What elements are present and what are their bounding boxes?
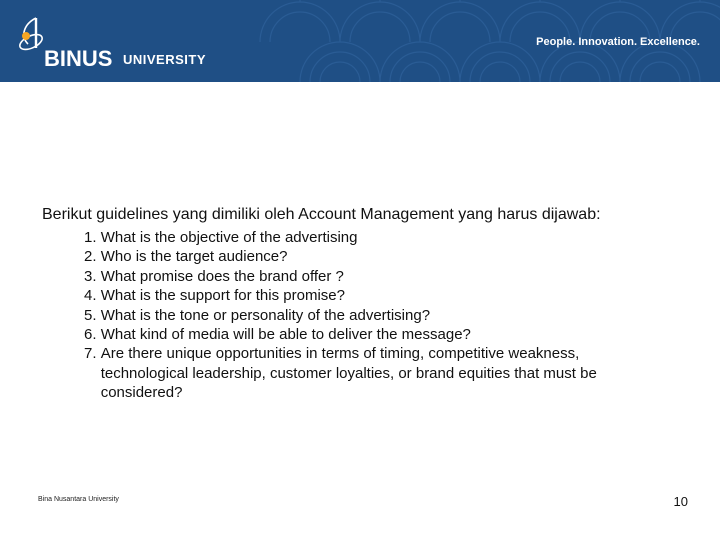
question-text: Are there unique opportunities in terms of timing, competitive weakness, technological leadership, customer loyalties, or brand equities that must be considered? [100,345,597,402]
list-item [84,325,682,344]
footer-org: Bina Nusantara University [38,496,119,503]
list-item [84,286,682,305]
question-text: Who is the target audience? [100,248,288,266]
list-item [84,267,682,286]
binus-logo [14,14,214,74]
page-number: 10 [673,494,688,509]
question-number: 3. [84,267,97,285]
question-number: 1. [84,229,97,246]
question-number: 6. [84,326,97,344]
question-text: What is the tone or personality of the advertising? [100,306,431,324]
question-number: 7. [84,345,97,363]
list-item [84,228,682,247]
list-item [84,344,682,402]
question-number: 2. [84,248,97,266]
question-text: What promise does the brand offer ? [100,267,344,285]
intro-text: Berikut guidelines yang dimiliki oleh Account Management yang harus dijawab: [42,206,601,223]
list-item [84,306,682,325]
question-number: 5. [84,306,97,324]
tagline: People. Innovation. Excellence. [536,36,700,48]
list-item [84,247,682,266]
question-number: 4. [84,287,97,305]
logo-brand-text: BINUS [44,46,113,71]
logo-suffix-text: UNIVERSITY [123,52,207,67]
question-text: What is the objective of the advertising [100,229,358,246]
slide-header [0,0,720,82]
question-list [42,228,682,403]
slide-body [42,204,682,403]
question-text: What kind of media will be able to deliver the message? [100,326,471,344]
question-text: What is the support for this promise? [100,287,345,305]
